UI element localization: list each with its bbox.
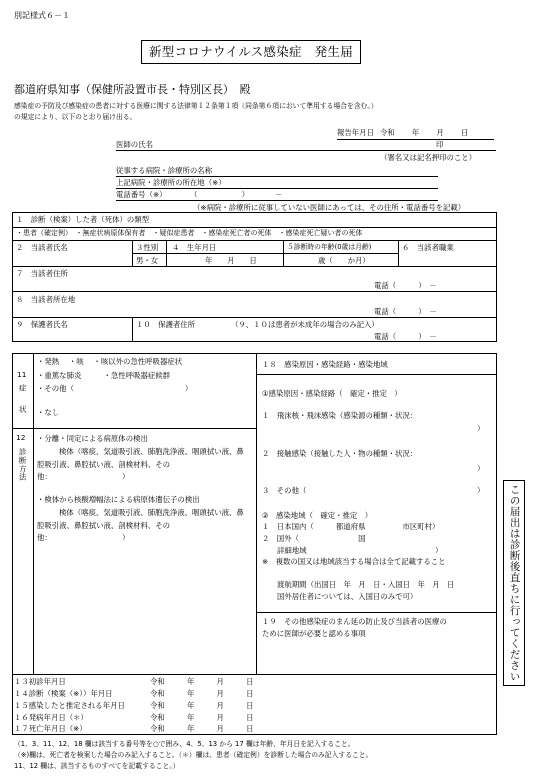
- travel-note: 国外居住者については、入国日のみで可）: [277, 592, 418, 601]
- death-date-label: １７死亡年月日（※）: [14, 724, 87, 733]
- region-abroad-close: ）: [435, 546, 443, 555]
- symptom-options-2[interactable]: ・重篤な肺炎 ・急性呼吸器症候群: [37, 371, 171, 380]
- infection-region[interactable]: ② 感染地域（ 確定・推定 ）: [262, 511, 373, 520]
- doctor-name-label: 医師の氏名: [116, 140, 153, 149]
- birth-label: ４ 生年月日: [172, 243, 217, 252]
- phone-label: 電話番号（※）: [116, 190, 167, 199]
- infection-date[interactable]: 令和 年 月 日: [150, 701, 254, 710]
- onset-date[interactable]: 令和 年 月 日: [150, 713, 254, 722]
- guardian-name-label: ９ 保護者氏名: [16, 320, 68, 329]
- death-date[interactable]: 令和 年 月 日: [150, 724, 254, 733]
- seal-mark: 印: [436, 140, 444, 149]
- report-deadline-note: この届出は診断後直ちに行ってください: [503, 480, 525, 686]
- route-droplet-close: ）: [477, 424, 485, 433]
- location-phone[interactable]: 電話（ ） －: [374, 307, 437, 316]
- report-date-label: 報告年月日: [337, 128, 374, 137]
- first-visit-date[interactable]: 令和 年 月 日: [150, 677, 254, 686]
- hospital-name-line[interactable]: [116, 176, 438, 177]
- route-contact[interactable]: ２ 接触感染（接触した人・物の種類・状況：: [262, 449, 418, 458]
- sex-label: ３性別: [136, 243, 159, 252]
- other-items-2: ために医師が必要と認める事項: [262, 629, 366, 638]
- guardian-phone[interactable]: 電話（ ） －: [374, 332, 437, 341]
- age-label: ５診断時の年齢(0歳は月齢): [287, 243, 372, 251]
- footer-note-2: （※)欄は、死亡者を検案した場合のみ記入すること。（＊）欄は、患者（確定例）を診断した場合のみ記入すること。: [14, 751, 373, 759]
- seal-note: （署名又は記名押印のこと）: [380, 153, 477, 162]
- route-contact-close: ）: [477, 464, 485, 473]
- hospital-address-line[interactable]: [116, 188, 438, 189]
- symptom-options-1[interactable]: ・発熱 ・咳 ・咳以外の急性呼吸器症状: [37, 357, 183, 366]
- doctor-name-line[interactable]: [116, 150, 496, 151]
- intro-line-1: 感染症の予防及び感染症の患者に対する医療に関する法律第１２条第１項（同条第６項において準用する場合を含む。）: [14, 102, 378, 110]
- sex-options[interactable]: 男・女: [136, 256, 159, 265]
- hospital-address-label: 上記病院・診療所の所在地（※）: [116, 178, 226, 187]
- intro-line-2: の規定により、以下のとおり届け出る。: [14, 113, 137, 121]
- job-label: ６ 当該者職業: [402, 243, 454, 252]
- recipient: 都道府県知事（保健所設置市長・特別区長） 殿: [14, 83, 251, 96]
- route-other-close: ）: [477, 486, 485, 495]
- travel-period[interactable]: 渡航期間（出国日 年 月 日・入国日 年 月 日: [277, 580, 455, 589]
- row1-options[interactable]: ・患者（確定例） ・無症状病原体保有者 ・疑似症患者 ・感染症死亡者の死体 ・感染症死亡疑い者の死体: [16, 229, 363, 237]
- region-note: ※ 複数の国又は地域該当する場合は全て記載すること: [262, 557, 446, 566]
- infection-title: １８ 感染原因・感染経路・感染地域: [262, 360, 388, 369]
- diagnosis-date[interactable]: 令和 年 月 日: [150, 689, 254, 698]
- report-date-field[interactable]: 令和 年 月 日: [380, 128, 469, 137]
- diagnosis-pcr-specimen: 検体（喀痰、気道吸引液、肺胞洗浄液、咽頭拭い液、鼻腔吸引液、鼻腔拭い液、剖検材料、その他： ）: [37, 508, 244, 542]
- first-visit-label: １３初診年月日: [14, 677, 66, 686]
- row1-label: １ 診断（検案）した者（死体）の類型: [16, 215, 150, 224]
- form-number: 別記様式６－１: [14, 11, 70, 20]
- infection-route[interactable]: ①感染原因・感染経路（ 確定・推定 ）: [262, 389, 402, 398]
- address-phone[interactable]: 電話（ ） －: [374, 281, 437, 290]
- hospital-note: （※病院・診療所に従事していない医師にあっては、その住所・電話番号を記載）: [193, 203, 466, 212]
- age-field[interactable]: 歳（ か月）: [318, 256, 370, 265]
- diagnosis-date-label: １４診断（検案（※））年月日: [14, 689, 113, 698]
- infection-date-label: １５感染したと推定される年月日: [14, 701, 125, 710]
- form-title: 新型コロナウイルス感染症 発生届: [141, 40, 361, 64]
- diagnosis-number: 12: [16, 433, 26, 442]
- birth-field[interactable]: 年 月 日: [205, 256, 257, 265]
- onset-date-label: １６発病年月日（＊）: [14, 713, 88, 722]
- footer-note-3: 11、12 欄は、該当するものすべてを記載すること。）: [14, 762, 180, 770]
- symptom-other[interactable]: ・その他（ ）: [37, 384, 193, 393]
- hospital-name-label: 従事する病院・診療所の名称: [116, 166, 213, 175]
- diagnosis-isolation-specimen: 検体（喀痰、気道吸引液、肺胞洗浄液、咽頭拭い液、鼻腔吸引液、鼻腔拭い液、剖検材料、その他： ）: [37, 447, 244, 481]
- region-abroad[interactable]: ２ 国外（ 国: [262, 534, 366, 543]
- symptom-none[interactable]: ・なし: [37, 408, 60, 417]
- symptom-number: 11: [17, 370, 27, 379]
- diagnosis-label: 診断方法: [18, 448, 28, 482]
- route-other[interactable]: ３ その他（: [262, 486, 307, 495]
- guardian-address-label: １０ 保護者住所: [136, 320, 196, 329]
- phone-field[interactable]: （ ） －: [190, 190, 283, 199]
- address-label: ７ 当該者住所: [16, 269, 68, 278]
- footer-note-1: （1、3、11、12、18 欄は該当する番号等を○で囲み、4、5、13 から 17 欄は年齢、年月日を記入すること。: [14, 740, 355, 748]
- symptom-label: 症状: [18, 384, 28, 427]
- diagnosis-pcr[interactable]: ・検体から核酸増幅法による病原体遺伝子の検出: [37, 495, 200, 504]
- region-abroad-detail: 詳細地域: [277, 546, 307, 555]
- diagnosis-isolation[interactable]: ・分離・同定による病原体の検出: [37, 434, 148, 443]
- other-items-1: １９ その他感染症のまん延の防止及び当該者の医療の: [262, 617, 447, 626]
- patient-name-label: ２ 当該者氏名: [16, 243, 68, 252]
- route-droplet[interactable]: １ 飛沫核・飛沫感染（感染源の種類・状況：: [262, 411, 418, 420]
- guardian-note: （９、１０は患者が未成年の場合のみ記入）: [231, 320, 379, 329]
- location-label: ８ 当該者所在地: [16, 295, 76, 304]
- region-domestic[interactable]: １ 日本国内（ 都道府県 市区町村）: [262, 522, 440, 531]
